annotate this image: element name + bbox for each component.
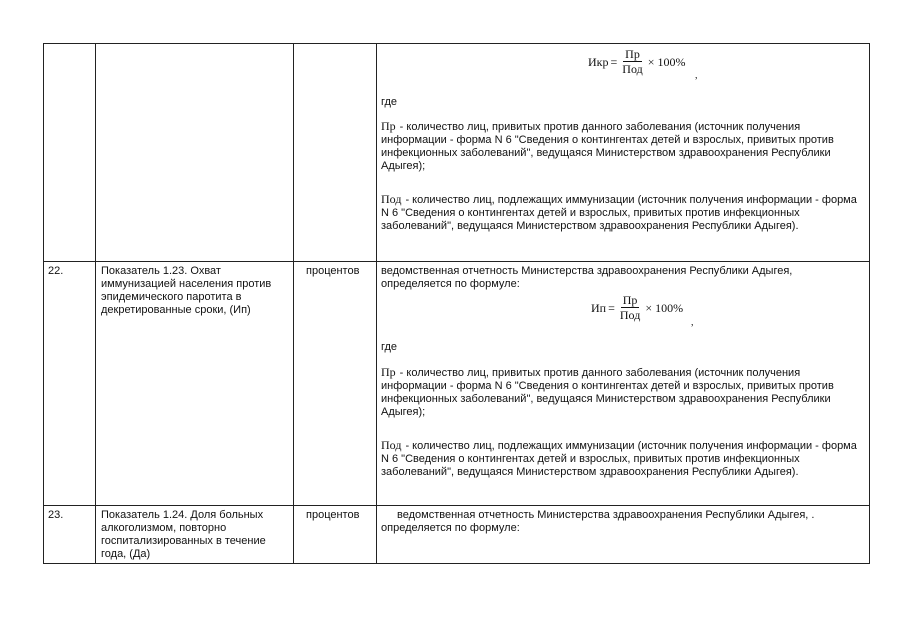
source-description: ведомственная отчетность Министерства здравоохранения Республики Адыгея, . определяется по формуле: (381, 509, 815, 534)
formula-denominator: Под (622, 62, 643, 76)
formula-denominator: Под (619, 308, 641, 322)
definition-pr (381, 120, 866, 173)
where-label: где (381, 96, 398, 108)
where-label: где (381, 341, 398, 353)
formula-multiplier: × 100% (645, 300, 684, 315)
formula-trailing-comma: , (695, 70, 698, 81)
column-divider (376, 43, 377, 564)
formula-numerator: Пр (622, 293, 638, 307)
symbol-pr: Пр (381, 119, 396, 133)
formula-multiplier: × 100% (647, 54, 686, 69)
indicator-name: Показатель 1.24. Доля больных алкоголизмом, повторно госпитализированных в течение года, (Да) (101, 509, 266, 560)
column-divider (293, 43, 294, 564)
column-divider (95, 43, 96, 564)
source-description: ведомственная отчетность Министерства здравоохранения Республики Адыгея, определяется по формуле: (381, 265, 793, 290)
table-border-top (43, 43, 870, 44)
row-divider (43, 505, 870, 506)
definition-text: - количество лиц, привитых против данного заболевания (источник получения информации - форма N 6 "Сведения о контингентах детей и взрослых, привитых против инфекционных заболеваний", ведущаяся Министерством здравоохранения Республики Адыгея); (381, 121, 834, 172)
row-number: 22. (48, 265, 64, 277)
unit-label: процентов (306, 509, 360, 521)
symbol-pr: Пр (381, 365, 396, 379)
formula-trailing-comma: , (691, 317, 694, 328)
formula-ip (591, 294, 683, 321)
formula-lhs: Ип (591, 300, 607, 315)
formula-equals: = (608, 300, 615, 315)
definition-pr (381, 366, 866, 419)
symbol-pod: Под (381, 192, 402, 206)
formula-fraction (620, 48, 644, 75)
formula-numerator: Пр (625, 47, 640, 61)
definition-text: - количество лиц, привитых против данного заболевания (источник получения информации - форма N 6 "Сведения о контингентах детей и взрослых, привитых против инфекционных заболеваний", ведущаяся Министерством здравоохранения Республики Адыгея); (381, 367, 834, 418)
unit-label: процентов (306, 265, 360, 277)
symbol-pod: Под (381, 438, 402, 452)
definition-text: - количество лиц, подлежащих иммунизации (источник получения информации - форма N 6 "Сведения о контингентах детей и взрослых, привитых против инфекционных заболеваний", ведущаяся Министерством здравоохранения Республики Адыгея). (381, 194, 857, 232)
indicator-table (43, 43, 870, 564)
indicator-name: Показатель 1.23. Охват иммунизацией населения против эпидемического паротита в декретированные сроки, (Ип) (101, 265, 272, 316)
row-divider (43, 261, 870, 262)
column-divider (869, 43, 870, 564)
formula-fraction (618, 294, 642, 321)
row-number: 23. (48, 509, 64, 521)
definition-pod (381, 193, 866, 233)
definition-pod (381, 439, 866, 479)
formula-equals: = (610, 54, 618, 69)
definition-text: - количество лиц, подлежащих иммунизации (источник получения информации - форма N 6 "Сведения о контингентах детей и взрослых, привитых против инфекционных заболеваний", ведущаяся Министерством здравоохранения Республики Адыгея). (381, 440, 857, 478)
column-divider (43, 43, 44, 564)
formula-ikr (588, 48, 685, 75)
table-border-bottom (43, 563, 870, 564)
formula-lhs: Икр (588, 54, 609, 69)
